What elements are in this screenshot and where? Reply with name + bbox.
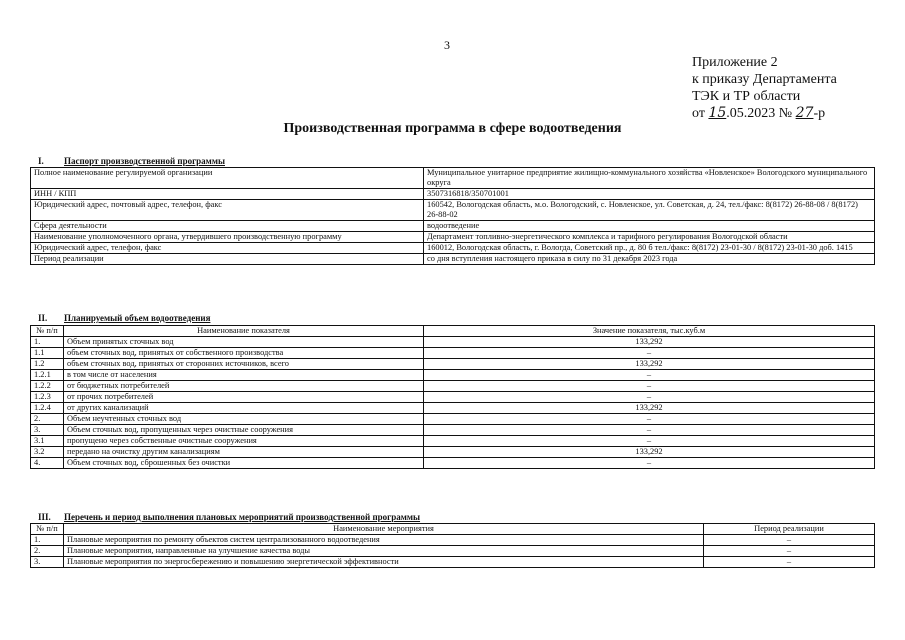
table-row [31, 535, 875, 546]
section-1-number: I. [38, 156, 44, 166]
indicator-value: – [424, 381, 875, 392]
row-number: 1.1 [31, 348, 64, 359]
table-row [31, 414, 875, 425]
row-number: 2. [31, 546, 64, 557]
table-row [31, 557, 875, 568]
indicator-value: – [424, 425, 875, 436]
indicator-name: пропущено через собственные очистные сооружения [64, 436, 424, 447]
table-row [31, 425, 875, 436]
passport-value: Муниципальное унитарное предприятие жилищно-коммунального хозяйства «Новленское» Вологодского муниципального округа [424, 168, 875, 189]
section-2-number: II. [38, 313, 48, 323]
indicator-name: Объем сточных вод, сброшенных без очистки [64, 458, 424, 469]
row-number: 3. [31, 557, 64, 568]
appendix-line-2: к приказу Департамента [692, 72, 837, 87]
table-row [31, 200, 875, 221]
header-measure-name: Наименование мероприятия [64, 524, 704, 535]
indicator-value: 133,292 [424, 403, 875, 414]
indicator-name: в том числе от населения [64, 370, 424, 381]
table-row [31, 168, 875, 189]
order-suffix: -р [813, 106, 826, 121]
table-row [31, 254, 875, 265]
page-number: 3 [444, 38, 450, 52]
passport-label: Сфера деятельности [31, 221, 424, 232]
appendix-line-3: ТЭК и ТР области [692, 89, 801, 104]
indicator-name: от других канализаций [64, 403, 424, 414]
date-rest: .05.2023 № [726, 106, 796, 121]
passport-label: ИНН / КПП [31, 189, 424, 200]
passport-label: Юридический адрес, телефон, факс [31, 243, 424, 254]
indicator-value: – [424, 458, 875, 469]
passport-value: водоотведение [424, 221, 875, 232]
measure-name: Плановые мероприятия по ремонту объектов систем централизованного водоотведения [64, 535, 704, 546]
appendix-date-line [692, 105, 837, 122]
appendix-line-1: Приложение 2 [692, 55, 778, 70]
volume-table [30, 325, 875, 469]
section-2-heading [38, 313, 210, 323]
measure-name: Плановые мероприятия, направленные на улучшение качества воды [64, 546, 704, 557]
passport-table [30, 167, 875, 265]
indicator-value: – [424, 348, 875, 359]
table-row [31, 403, 875, 414]
header-indicator-value: Значение показателя, тыс.куб.м [424, 326, 875, 337]
section-1-heading [38, 156, 225, 166]
row-number: 2. [31, 414, 64, 425]
indicator-name: от бюджетных потребителей [64, 381, 424, 392]
measure-name: Плановые мероприятия по энергосбережению и повышению энергетической эффективности [64, 557, 704, 568]
indicator-value: – [424, 392, 875, 403]
row-number: 1.2.2 [31, 381, 64, 392]
measure-period: – [704, 535, 875, 546]
indicator-value: – [424, 436, 875, 447]
row-number: 4. [31, 458, 64, 469]
indicator-value: 133,292 [424, 359, 875, 370]
measure-period: – [704, 557, 875, 568]
row-number: 1. [31, 535, 64, 546]
passport-value: Департамент топливно-энергетического комплекса и тарифного регулирования Вологодской области [424, 232, 875, 243]
row-number: 1.2.4 [31, 403, 64, 414]
row-number: 1.2 [31, 359, 64, 370]
appendix-block [692, 54, 837, 122]
table-row [31, 370, 875, 381]
header-num: № п/п [31, 326, 64, 337]
document-title: Производственная программа в сфере водоотведения [283, 121, 622, 136]
table-row [31, 359, 875, 370]
table-row [31, 381, 875, 392]
header-indicator-name: Наименование показателя [64, 326, 424, 337]
row-number: 1. [31, 337, 64, 348]
indicator-value: 133,292 [424, 447, 875, 458]
passport-value: 160012, Вологодская область, г. Вологда, Советский пр., д. 80 б тел./факс: 8(8172) 23-01-30 / 8(8172) 23-01-30 доб. 1415 [424, 243, 875, 254]
order-number: 27 [795, 105, 814, 121]
section-3-number: III. [38, 512, 51, 522]
row-number: 3.2 [31, 447, 64, 458]
table-row [31, 546, 875, 557]
indicator-value: – [424, 414, 875, 425]
table-row [31, 458, 875, 469]
date-day: 15 [708, 105, 727, 121]
indicator-name: Объем сточных вод, пропущенных через очистные сооружения [64, 425, 424, 436]
section-3-heading [38, 512, 420, 522]
header-num: № п/п [31, 524, 64, 535]
date-prefix: от [692, 106, 709, 121]
passport-value: со дня вступления настоящего приказа в силу по 31 декабря 2023 года [424, 254, 875, 265]
table-row [31, 348, 875, 359]
passport-value: 160542, Вологодская область, м.о. Вологодский, с. Новленское, ул. Советская, д. 24, тел./факс: 8(8172) 26-88-08 / 8(8172) 26-88-02 [424, 200, 875, 221]
section-2-title: Планируемый объем водоотведения [64, 313, 211, 323]
indicator-name: Объем неучтенных сточных вод [64, 414, 424, 425]
table-row [31, 337, 875, 348]
table-row [31, 221, 875, 232]
passport-label: Юридический адрес, почтовый адрес, телефон, факс [31, 200, 424, 221]
row-number: 3.1 [31, 436, 64, 447]
indicator-name: от прочих потребителей [64, 392, 424, 403]
row-number: 3. [31, 425, 64, 436]
section-1-title: Паспорт производственной программы [64, 156, 225, 166]
passport-label: Наименование уполномоченного органа, утвердившего производственную программу [31, 232, 424, 243]
table-row [31, 232, 875, 243]
table-row [31, 392, 875, 403]
passport-label: Период реализации [31, 254, 424, 265]
row-number: 1.2.1 [31, 370, 64, 381]
indicator-name: объем сточных вод, принятых от собственного производства [64, 348, 424, 359]
indicator-name: передано на очистку другим канализациям [64, 447, 424, 458]
table-row [31, 243, 875, 254]
measures-table [30, 523, 875, 568]
measure-period: – [704, 546, 875, 557]
row-number: 1.2.3 [31, 392, 64, 403]
indicator-name: Объем принятых сточных вод [64, 337, 424, 348]
passport-label: Полное наименование регулируемой организации [31, 168, 424, 189]
passport-value: 3507316818/350701001 [424, 189, 875, 200]
table-row [31, 436, 875, 447]
indicator-value: 133,292 [424, 337, 875, 348]
table-row [31, 447, 875, 458]
indicator-value: – [424, 370, 875, 381]
section-3-title: Перечень и период выполнения плановых мероприятий производственной программы [64, 512, 421, 522]
indicator-name: объем сточных вод, принятых от сторонних источников, всего [64, 359, 424, 370]
table-row [31, 189, 875, 200]
header-period: Период реализации [704, 524, 875, 535]
